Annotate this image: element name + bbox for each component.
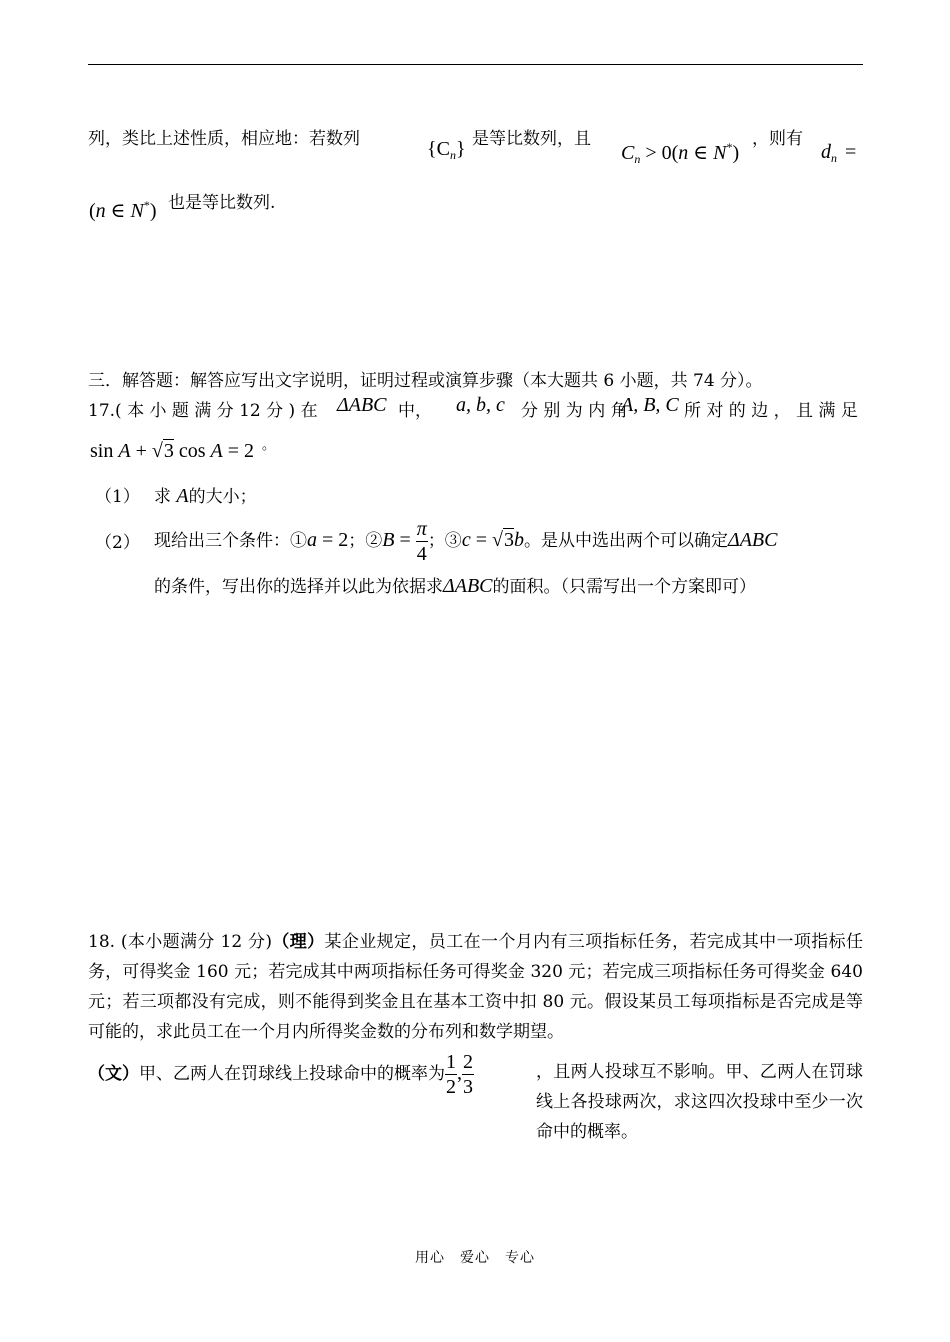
q17-triangle — [337, 394, 387, 417]
p2-d: 的面积。（只需写出一个方案即可） — [492, 577, 757, 597]
seq-c-close: } — [455, 138, 466, 160]
q17-ABC-text: A, B, C — [621, 394, 679, 416]
p2-c: 的条件，写出你的选择并以此为依据求 — [154, 577, 443, 597]
q16-line1-text-a — [88, 124, 360, 149]
cond3-c: c — [461, 529, 471, 551]
q16-seq-c — [427, 138, 466, 163]
q18-li-text: 某企业规定，员工在一个月内有三项指标任务，若完成其中一项指标任务，可得奖金 160 元；若完成其中两项指标任务可得奖金 320 元；若完成三项指标任务可得奖金 640 元；若三项都没有完成，则不能得到奖金且在基本工资中扣 80 元。假设某员工每项指标是否完成是等可能的，求此员工在一个月内所得奖金数的分布列和数学期望。 — [88, 932, 863, 1042]
degree-text: 。 — [262, 438, 276, 453]
p1-A: A — [176, 485, 189, 507]
section-3-heading — [88, 366, 763, 391]
eq-rhs: = 2 — [222, 440, 254, 462]
f2-den: 3 — [463, 1076, 473, 1098]
p1-label-text: （1） — [95, 487, 140, 507]
q17-part2-line1: 现给出三个条件：①a = 2；②B = $\frac{\pi}{4}$ ；③c = √3b。是从中选出两个可以确定ΔABC — [154, 518, 778, 565]
fraction-two-thirds — [462, 1052, 474, 1097]
p1-b: 的大小； — [188, 487, 257, 507]
section-3-text: 三．解答题：解答应写出文字说明，证明过程或演算步骤（本大题共 6 小题，共 74 分）。 — [88, 371, 763, 391]
cond-star: * — [726, 140, 733, 154]
cond-gt: > 0( — [640, 142, 679, 164]
cond3-root3: 3 — [503, 529, 514, 551]
q18-wen-line1 — [88, 1048, 474, 1099]
q17-part1-label — [95, 482, 140, 507]
cond-c: C — [621, 142, 635, 164]
q17-t2 — [521, 396, 628, 421]
p2-label-text: （2） — [95, 533, 140, 553]
cond-c-sub: n — [634, 152, 641, 166]
q17-head-text: 17.( 本 小 题 满 分 12 分 ) 在 — [88, 401, 318, 421]
q18-wen-rest — [536, 1057, 863, 1147]
q17-t1 — [398, 396, 432, 421]
cond1-a: a — [307, 529, 317, 551]
f1-num: 1 — [446, 1051, 456, 1073]
d-sub: n — [831, 151, 837, 165]
footer-text: 用心 爱心 专心 — [415, 1250, 535, 1266]
l2-close: ) — [149, 200, 157, 222]
cond3-eq: = — [470, 529, 492, 551]
q17-part2-line2 — [154, 572, 756, 598]
pi-num: π — [416, 518, 427, 540]
frac-comma: , — [457, 1062, 462, 1084]
seq-c-sub: n — [449, 148, 456, 162]
q18-li-paragraph — [88, 927, 863, 1047]
q17-abc-lower — [456, 394, 505, 417]
seq-c-open: {C — [427, 138, 450, 160]
cond2-B: B — [382, 529, 395, 551]
sin-fn: sin — [90, 440, 114, 462]
q17-t3 — [684, 396, 858, 421]
q16-eq — [845, 141, 856, 164]
q18-head: 18. (本小题满分 12 分) — [88, 932, 272, 952]
q17-equation: sin A + √3 cos A = 2 — [90, 440, 254, 462]
semi2: ；③ — [427, 531, 462, 551]
q17-degree-mark — [262, 434, 275, 453]
l2-star: * — [143, 198, 150, 212]
q17-t2-text: 分 别 为 内 角 — [521, 401, 628, 421]
cond2-eq: = — [394, 529, 416, 551]
q16-text-c: ，则有 — [752, 129, 803, 149]
semi1: ；② — [348, 531, 383, 551]
cond-n: n — [678, 142, 689, 164]
q17-t1-text: 中， — [398, 401, 432, 421]
cos-fn: cos — [178, 440, 206, 462]
q16-text-a: 列，类比上述性质，相应地：若数列 — [88, 129, 360, 149]
l2-N: N — [130, 200, 144, 222]
q18-wen-tag: （文） — [88, 1064, 139, 1084]
p2-b: 。是从中选出两个可以确定 — [523, 531, 728, 551]
l2-in: ∈ — [105, 200, 131, 222]
p2-tri2: ΔABC — [727, 529, 778, 551]
q16-line2-math — [89, 198, 157, 223]
cond-close: ) — [732, 142, 740, 164]
q17-abc-text: a, b, c — [456, 394, 505, 416]
q18-wen-a: 甲、乙两人在罚球线上投球命中的概率为 — [139, 1064, 445, 1084]
l2-n: n — [95, 200, 106, 222]
q17-head — [88, 396, 318, 421]
pi-over-4 — [416, 519, 428, 564]
q16-text-b: 是等比数列，且 — [472, 129, 591, 149]
q18-li-tag: （理） — [271, 932, 325, 952]
four-den: 4 — [416, 543, 427, 565]
eq-root3: 3 — [163, 440, 174, 462]
q16-line1-text-b — [472, 124, 591, 149]
fraction-one-half — [445, 1052, 457, 1097]
cond1-value: = 2 — [317, 529, 349, 551]
eq-A2: A — [210, 440, 223, 462]
q16-condition — [621, 140, 739, 167]
f2-num: 2 — [463, 1051, 473, 1073]
p2-a: 现给出三个条件：① — [154, 531, 307, 551]
p1-a: 求 — [154, 487, 171, 507]
p2-tri3: ΔABC — [443, 575, 493, 597]
q17-part1 — [154, 482, 257, 508]
cond3-b: b — [513, 529, 524, 551]
f1-den: 2 — [446, 1076, 456, 1098]
header-rule — [88, 64, 863, 65]
cond-N: N — [713, 142, 727, 164]
q17-part2-label — [95, 528, 140, 553]
q17-t3-text: 所 对 的 边 ， 且 满 足 — [684, 401, 858, 421]
eq-plus: + — [130, 440, 152, 462]
l2-text: 也是等比数列. — [168, 193, 276, 213]
q16-d — [821, 141, 837, 166]
eq-sign: = — [845, 141, 857, 163]
q18-wen-b: ，且两人投球互不影响。甲、乙两人在罚球线上各投球两次，求这四次投球中至少一次命中的概率。 — [536, 1062, 863, 1142]
q17-tri-text: ΔABC — [337, 394, 387, 416]
d-symbol: d — [821, 141, 831, 163]
l2-open: ( — [89, 200, 96, 222]
eq-A1: A — [118, 440, 131, 462]
page-footer — [0, 1247, 950, 1267]
q16-line1-text-c — [752, 124, 803, 149]
cond-in: ∈ — [688, 142, 714, 164]
q16-line2-text — [168, 188, 275, 213]
q17-abc-upper — [621, 394, 679, 417]
